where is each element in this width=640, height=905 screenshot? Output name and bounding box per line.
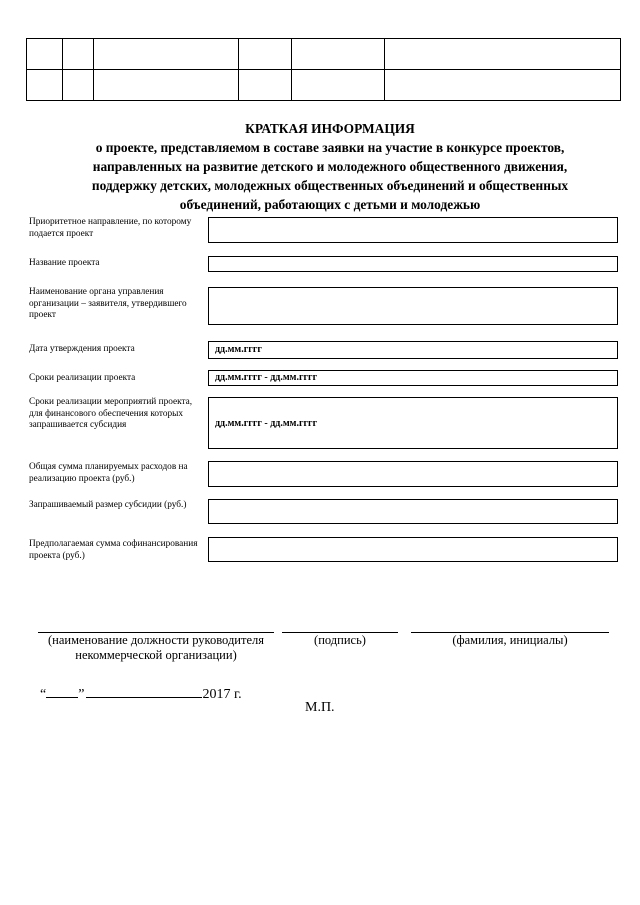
stamp-placeholder: М.П. xyxy=(305,700,335,715)
grid-cell xyxy=(63,39,94,70)
field-label: Дата утверждения проекта xyxy=(29,344,135,354)
header-grid-table xyxy=(26,38,621,101)
priority-direction-field[interactable] xyxy=(208,217,618,243)
date-line xyxy=(40,683,242,703)
date-close-quote: ” xyxy=(78,687,85,702)
grid-cell xyxy=(27,39,63,70)
heading-line: объединений, работающих с детьми и молодежью xyxy=(179,197,481,212)
grid-row xyxy=(27,70,621,101)
grid-cell xyxy=(385,39,621,70)
heading-line: о проекте, представляемом в составе заявки на участие в конкурсе проектов, xyxy=(95,140,565,155)
document-heading xyxy=(40,119,620,214)
grid-cell xyxy=(385,70,621,101)
field-value: дд.мм.гггг xyxy=(215,344,262,355)
field-label: Предполагаемая сумма софинансирования проекта (руб.) xyxy=(29,539,198,561)
grid-cell xyxy=(239,39,292,70)
requested-subsidy-field[interactable] xyxy=(208,499,618,524)
position-caption-line: (наименование должности руководителя xyxy=(48,633,264,647)
project-name-field[interactable] xyxy=(208,256,618,272)
governing-body-field[interactable] xyxy=(208,287,618,325)
field-value: дд.мм.гггг - дд.мм.гггг xyxy=(215,418,318,429)
name-caption: (фамилия, инициалы) xyxy=(452,633,568,647)
document-title: КРАТКАЯ ИНФОРМАЦИЯ xyxy=(245,121,415,136)
grid-cell xyxy=(94,39,239,70)
field-label: Запрашиваемый размер субсидии (руб.) xyxy=(29,500,187,510)
day-blank-field[interactable] xyxy=(46,683,78,698)
grid-cell xyxy=(239,70,292,101)
heading-line: поддержку детских, молодежных общественных объединений и общественных xyxy=(91,178,569,193)
subsidy-events-period-field[interactable] xyxy=(208,397,618,449)
total-expenses-field[interactable] xyxy=(208,461,618,487)
field-value: дд.мм.гггг - дд.мм.гггг xyxy=(215,372,318,383)
sign-caption: (подпись) xyxy=(314,633,366,647)
field-label: Приоритетное направление, по которому подается проект xyxy=(29,217,192,239)
heading-line: направленных на развитие детского и молодежного общественного движения, xyxy=(92,159,568,174)
field-label: Общая сумма планируемых расходов на реализацию проекта (руб.) xyxy=(29,462,188,484)
grid-row xyxy=(27,39,621,70)
cofinancing-field[interactable] xyxy=(208,537,618,562)
field-label: Наименование органа управления организации – заявителя, утвердившего проект xyxy=(29,287,187,321)
field-label: Название проекта xyxy=(29,258,100,268)
grid-cell xyxy=(292,70,385,101)
grid-cell xyxy=(63,70,94,101)
field-label: Сроки реализации проекта xyxy=(29,373,136,383)
field-label: Сроки реализации мероприятий проекта, для финансового обеспечения которых запрашивается субсидия xyxy=(29,397,193,431)
project-period-field[interactable] xyxy=(208,370,618,386)
position-caption xyxy=(38,633,274,663)
month-blank-field[interactable] xyxy=(86,683,202,698)
grid-cell xyxy=(94,70,239,101)
grid-cell xyxy=(27,70,63,101)
position-caption-line: некоммерческой организации) xyxy=(75,648,237,662)
date-year: 2017 г. xyxy=(202,687,242,702)
date-open-quote: “ xyxy=(40,687,47,702)
grid-cell xyxy=(292,39,385,70)
approval-date-field[interactable] xyxy=(208,341,618,359)
